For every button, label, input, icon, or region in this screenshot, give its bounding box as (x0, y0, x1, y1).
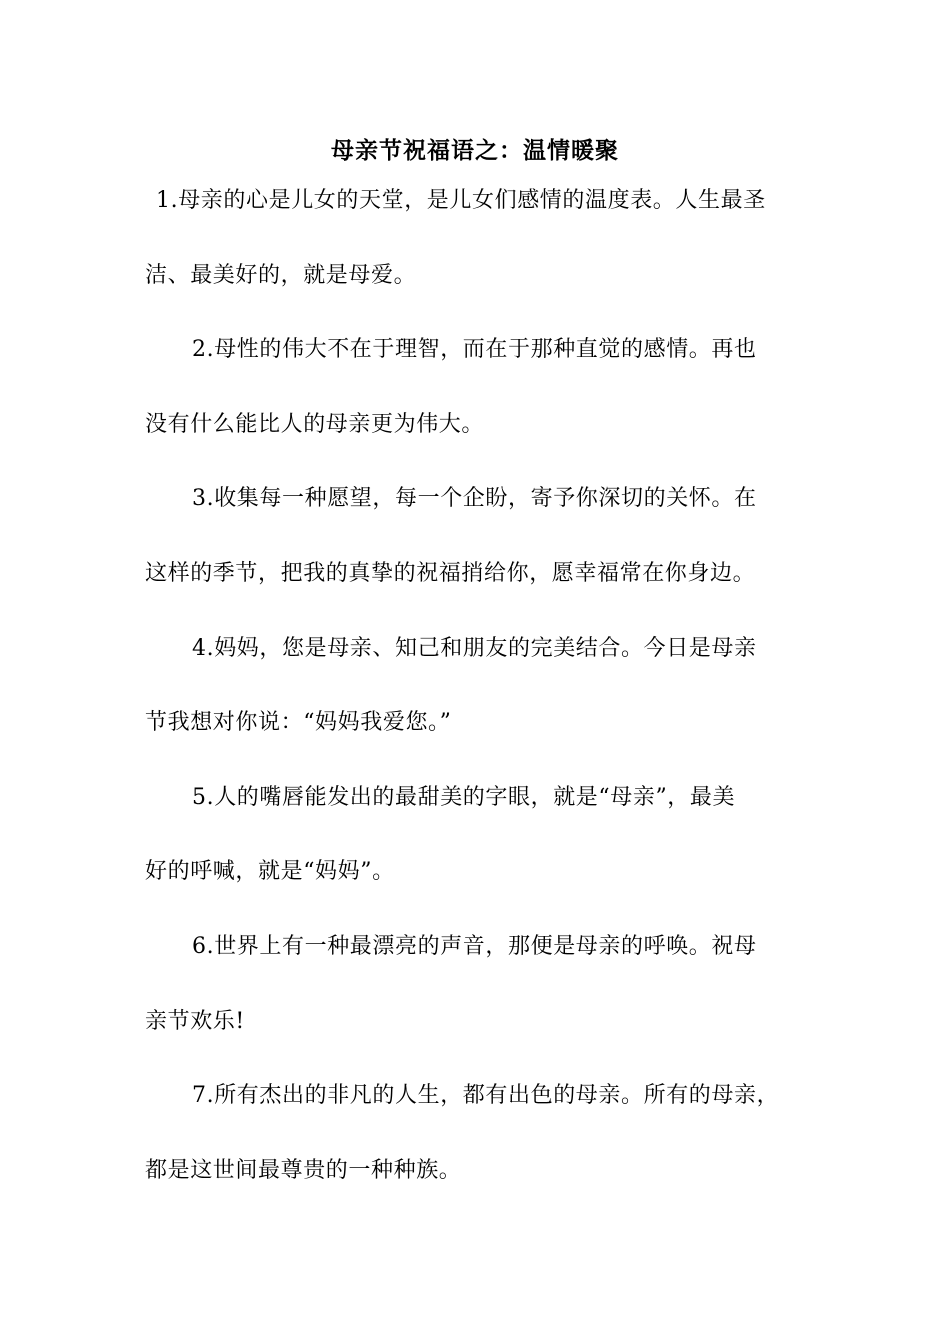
paragraph-line: 5.人的嘴唇能发出的最甜美的字眼，就是“母亲”，最美 (192, 784, 736, 810)
paragraph-line: 节我想对你说：“妈妈我爱您。” (145, 710, 452, 736)
paragraph-line: 这样的季节，把我的真挚的祝福捎给你，愿幸福常在你身边。 (145, 560, 756, 586)
paragraph-line: 好的呼喊，就是“妈妈”。 (145, 859, 395, 885)
paragraph-line: 亲节欢乐! (145, 1008, 245, 1034)
paragraph-line: 1.母亲的心是儿女的天堂，是儿女们感情的温度表。人生最圣 (156, 188, 766, 213)
paragraph-line: 7.所有杰出的非凡的人生，都有出色的母亲。所有的母亲， (192, 1083, 780, 1109)
paragraph-line: 都是这世间最尊贵的一种种族。 (145, 1157, 462, 1183)
paragraph-line: 3.收集每一种愿望，每一个企盼，寄予你深切的关怀。在 (192, 486, 757, 512)
paragraph-line: 4.妈妈，您是母亲、知己和朋友的完美结合。今日是母亲 (192, 635, 757, 661)
paragraph-line: 6.世界上有一种最漂亮的声音，那便是母亲的呼唤。祝母 (192, 933, 757, 959)
paragraph-5 (145, 779, 807, 891)
paragraph-line: 没有什么能比人的母亲更为伟大。 (145, 411, 485, 437)
paragraph-7 (145, 1077, 807, 1189)
paragraph-1 (145, 182, 807, 294)
paragraph-3 (145, 480, 807, 592)
document-title: 母亲节祝福语之：温情暖聚 (331, 137, 619, 164)
paragraph-line: 2.母性的伟大不在于理智，而在于那种直觉的感情。再也 (192, 337, 757, 363)
paragraph-line: 洁、最美好的，就是母爱。 (145, 262, 417, 288)
paragraph-6 (145, 928, 807, 1040)
paragraph-4 (145, 630, 807, 742)
paragraph-2 (145, 331, 807, 443)
document-body (145, 182, 807, 1189)
